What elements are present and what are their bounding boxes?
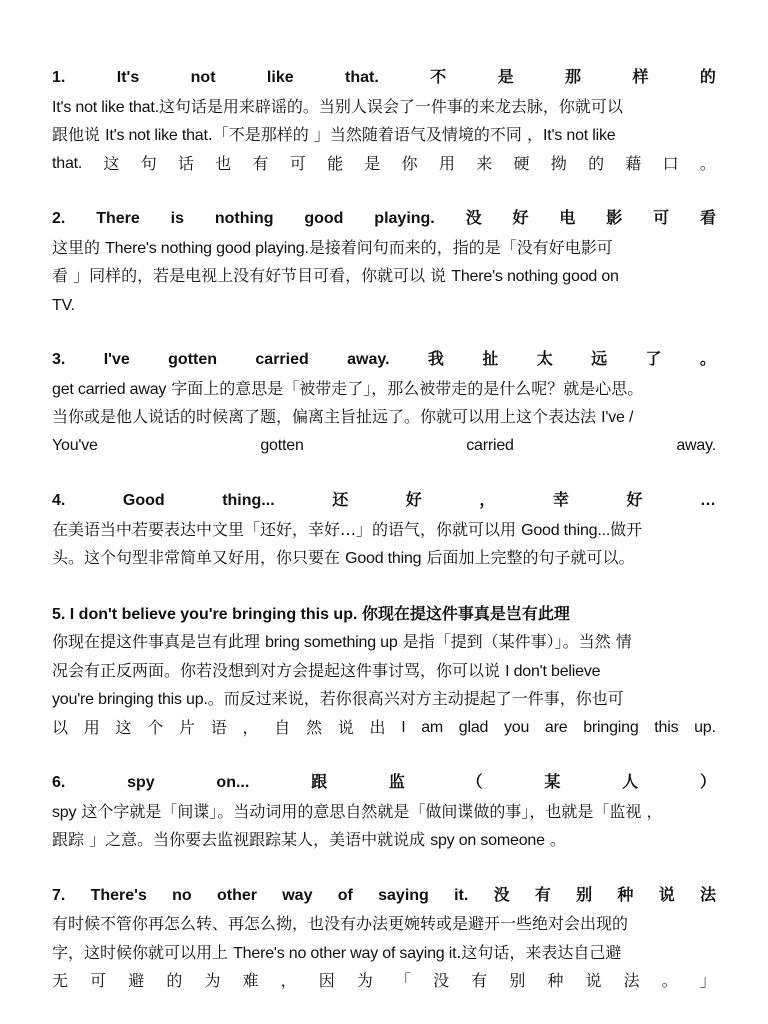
heading-word: There's [90, 886, 147, 904]
heading-word: 幸 [552, 492, 569, 509]
body-word: 的 [166, 971, 183, 990]
chinese-text: 在美语当中若要表达中文里「还好，幸好…」的语气，你就可以用 [52, 519, 522, 539]
heading-word: no [172, 886, 192, 904]
body-word: gotten [260, 436, 304, 454]
heading-word: 4. [52, 492, 66, 509]
entry-5 [52, 600, 716, 743]
heading-word: 好 [405, 492, 422, 509]
heading-word: 有 [534, 886, 551, 904]
body-word: 种 [547, 971, 564, 990]
body-word: 来 [476, 153, 493, 173]
body-word: ， [280, 971, 297, 990]
chinese-text: 后面加上完整的句子就可以。 [421, 548, 635, 567]
body-word: 用 [83, 717, 100, 737]
body-word: bringing [583, 718, 639, 736]
body-line [52, 798, 716, 827]
body-word: 难 [242, 971, 259, 990]
chinese-text: 是指「提到（某件事）」。当然 情 [397, 632, 632, 651]
body-word: 自 [274, 717, 291, 737]
body-word: away. [676, 436, 716, 454]
body-word: 然 [306, 717, 323, 737]
entry-heading [52, 205, 716, 234]
heading-word: gotten [168, 351, 218, 368]
english-phrase: It's not like that. [52, 98, 159, 116]
body-word: 避 [128, 971, 145, 990]
entry-2 [52, 205, 716, 319]
body-word: 拗 [550, 153, 567, 173]
body-line [52, 657, 716, 686]
heading-word: 7. [52, 886, 66, 904]
heading-word: 了 [645, 351, 662, 368]
heading-word: I've [103, 351, 130, 368]
english-phrase: I've / [601, 409, 634, 426]
body-word: 句 [140, 153, 157, 173]
heading-word: away. [347, 351, 390, 368]
heading-word: 看 [699, 210, 716, 227]
chinese-text: 你现在提这件事真是岂有此理 [52, 632, 266, 651]
chinese-text: .这句话，来表达自己避 [456, 942, 622, 962]
entry-heading [52, 64, 716, 93]
body-line [52, 628, 716, 657]
entry-heading [52, 600, 716, 629]
heading-word: saying [378, 886, 429, 904]
body-word: 。 [661, 971, 678, 990]
heading-word: 的 [699, 69, 716, 86]
heading-word: … [700, 492, 716, 509]
body-word: 法 [623, 971, 640, 990]
heading-word: There [96, 210, 140, 227]
chinese-text: 跟他说 [52, 125, 106, 144]
body-word: 因 [318, 971, 335, 990]
entry-heading [52, 882, 716, 911]
body-line [52, 234, 716, 263]
heading-word: ， [479, 492, 496, 509]
english-phrase: Good thing [345, 550, 422, 567]
body-line [52, 262, 716, 291]
heading-word: other [216, 886, 257, 904]
body-word: you [503, 718, 530, 736]
heading-word: nothing [214, 210, 274, 227]
body-word: glad [458, 718, 489, 736]
english-phrase: It's not like that [105, 127, 208, 144]
body-line [52, 910, 716, 939]
heading-word: not [190, 69, 216, 86]
english-phrase: bring something up [265, 634, 398, 651]
heading-word: Good [122, 492, 165, 509]
chinese-text: 是接着问句而来的，指的是「没有好电影可 [308, 237, 613, 257]
heading-word: playing. [374, 210, 435, 227]
body-word: 为 [204, 971, 221, 990]
chinese-text: 当你或是他人说话的时候离了题，偏离主旨扯远了。你就可以用上这个表达法 [52, 407, 602, 426]
body-line [52, 93, 716, 122]
entry-4 [52, 487, 716, 573]
body-line [52, 939, 716, 968]
body-line [52, 685, 716, 714]
heading-word: 1. [52, 69, 66, 86]
chinese-text: 字，这时候你就可以用上 [52, 942, 234, 962]
heading-word: （ [466, 774, 483, 791]
body-line [52, 150, 716, 179]
heading-word: 电 [559, 210, 576, 227]
body-word: that. [52, 154, 83, 172]
heading-word: 监 [388, 774, 405, 791]
body-word: 口 [662, 153, 679, 173]
body-word: 有 [252, 153, 269, 173]
body-line [52, 516, 716, 545]
chinese-text: 况会有正反两面。你若没想到对方会提起这件事讨骂，你可以说 [52, 660, 506, 680]
chinese-text: 。 [544, 830, 566, 849]
entry-heading [52, 769, 716, 798]
body-word: 别 [509, 971, 526, 990]
body-word: 也 [215, 153, 232, 173]
body-line [52, 714, 716, 743]
body-word: 硬 [513, 153, 530, 173]
body-word: 你 [401, 153, 418, 173]
heading-word: 人 [622, 774, 639, 791]
body-word: 片 [179, 717, 196, 737]
english-phrase: get carried away [52, 380, 167, 398]
english-phrase: There's nothing good playing. [105, 239, 309, 257]
body-line [52, 432, 716, 461]
chinese-text: 这里的 [52, 237, 106, 257]
chinese-text: 这个字就是「间谍」。当动词用的意思自然就是「做间谍做的事」，也就是「监视 ， [76, 801, 663, 821]
english-phrase: spy on someone [430, 832, 545, 849]
heading-word: good [304, 210, 344, 227]
heading-word: 6. [52, 774, 66, 791]
heading-word: 3. [52, 351, 66, 368]
body-word: 说 [337, 717, 354, 737]
english-phrase: I don't believe [505, 662, 601, 680]
heading-word: 没 [493, 886, 510, 904]
english-phrase: TV. [52, 296, 75, 314]
heading-word: 法 [699, 886, 716, 904]
heading-word: 好 [626, 492, 643, 509]
heading-word: 影 [606, 210, 623, 227]
body-word: 没 [433, 971, 450, 990]
entry-3 [52, 346, 716, 460]
heading-word: is [170, 210, 184, 227]
heading-word: 是 [497, 69, 514, 86]
body-line [52, 544, 716, 573]
heading-word: 那 [565, 69, 582, 86]
body-line [52, 826, 716, 855]
body-word: 个 [147, 717, 164, 737]
body-word: 为 [356, 971, 373, 990]
heading-word: 跟 [311, 774, 328, 791]
heading-word: 。 [699, 351, 716, 368]
heading-word: 样 [632, 69, 649, 86]
body-word: I [401, 718, 406, 736]
body-word: 」 [699, 971, 716, 990]
heading-word: thing... [222, 492, 275, 509]
heading-word: 我 [427, 351, 444, 368]
body-word: up. [694, 718, 716, 736]
body-word: 能 [327, 153, 344, 173]
entry-heading [52, 346, 716, 375]
body-word: this [654, 718, 679, 736]
body-word: ， [242, 717, 259, 737]
body-word: 。 [699, 153, 716, 173]
body-word: 藉 [625, 153, 642, 173]
body-word: 无 [52, 971, 69, 990]
heading-word: that. [345, 69, 379, 86]
english-phrase: There's nothing good on [451, 268, 619, 285]
heading-word: 说 [658, 886, 675, 904]
heading-word: 好 [512, 210, 529, 227]
chinese-text: 有时候不管你再怎么转、再怎么拗，也没有办法更婉转或是避开一些绝对会出现的 [52, 914, 629, 933]
heading-word: 5. I don't believe you're bringing this up. 你现在提这件事真是岂有此理 [52, 605, 570, 623]
heading-word: ） [699, 774, 716, 791]
heading-word: 太 [536, 351, 553, 368]
chinese-text: 看 」同样的，若是电视上没有好节目可看，你就可以 说 [52, 266, 452, 285]
body-line [52, 403, 716, 432]
body-line [52, 291, 716, 320]
english-phrase: you're bringing this up. [52, 691, 208, 708]
heading-word: on... [216, 774, 250, 791]
body-word: 是 [364, 153, 381, 173]
heading-word: 可 [653, 210, 670, 227]
body-word: 的 [588, 153, 605, 173]
english-phrase: It's not like [542, 127, 616, 144]
heading-word: of [337, 886, 353, 904]
body-word: are [544, 718, 568, 736]
entry-heading [52, 487, 716, 516]
body-word: 以 [52, 717, 69, 737]
body-word: 语 [210, 717, 227, 737]
chinese-text: 。而反过来说，若你很高兴对方主动提起了一件事，你也可 [207, 689, 624, 708]
body-word: 这 [115, 717, 132, 737]
heading-word: 还 [332, 492, 349, 509]
chinese-text: .「不是那样的 」当然随着语气及情境的不同 ， [207, 125, 543, 144]
english-phrase: Good thing... [521, 521, 611, 539]
body-line [52, 967, 716, 996]
entry-7 [52, 882, 716, 996]
heading-word: like [266, 69, 294, 86]
body-word: 用 [438, 153, 455, 173]
heading-word: 扯 [482, 351, 499, 368]
heading-word: 某 [544, 774, 561, 791]
heading-word: it. [454, 886, 469, 904]
chinese-text: 头。这个句型非常简单又好用，你只要在 [52, 548, 346, 567]
heading-word: 种 [617, 886, 634, 904]
chinese-text: 这句话是用来辟谣的。当别人误会了一件事的来龙去脉，你就可以 [158, 96, 623, 116]
body-word: 可 [289, 153, 306, 173]
body-line [52, 121, 716, 150]
body-word: 可 [90, 971, 107, 990]
heading-word: spy [127, 774, 155, 791]
heading-word: way [282, 886, 313, 904]
body-word: 这 [103, 153, 120, 173]
heading-word: 不 [430, 69, 447, 86]
body-word: 出 [369, 717, 386, 737]
body-word: carried [466, 436, 514, 454]
body-word: am [421, 718, 444, 736]
body-word: 话 [177, 153, 194, 173]
body-word: 说 [585, 971, 602, 990]
body-word: 有 [471, 971, 488, 990]
chinese-text: 字面上的意思是「被带走了」，那么被带走的是什么呢？就是心思。 [166, 378, 644, 398]
heading-word: 2. [52, 210, 66, 227]
body-word: 「 [394, 971, 411, 990]
chinese-text: 做开 [610, 519, 643, 539]
english-phrase: spy [52, 803, 77, 821]
heading-word: 没 [465, 210, 482, 227]
heading-word: It's [116, 69, 140, 86]
body-line [52, 375, 716, 404]
heading-word: carried [255, 351, 309, 368]
heading-word: 远 [591, 351, 608, 368]
body-word: You've [52, 436, 98, 454]
heading-word: 别 [576, 886, 593, 904]
chinese-text: 跟踪 」之意。当你要去监视跟踪某人，美语中就说成 [52, 830, 431, 849]
entry-6 [52, 769, 716, 855]
english-phrase: There's no other way of saying it [233, 944, 457, 962]
entry-1 [52, 64, 716, 178]
